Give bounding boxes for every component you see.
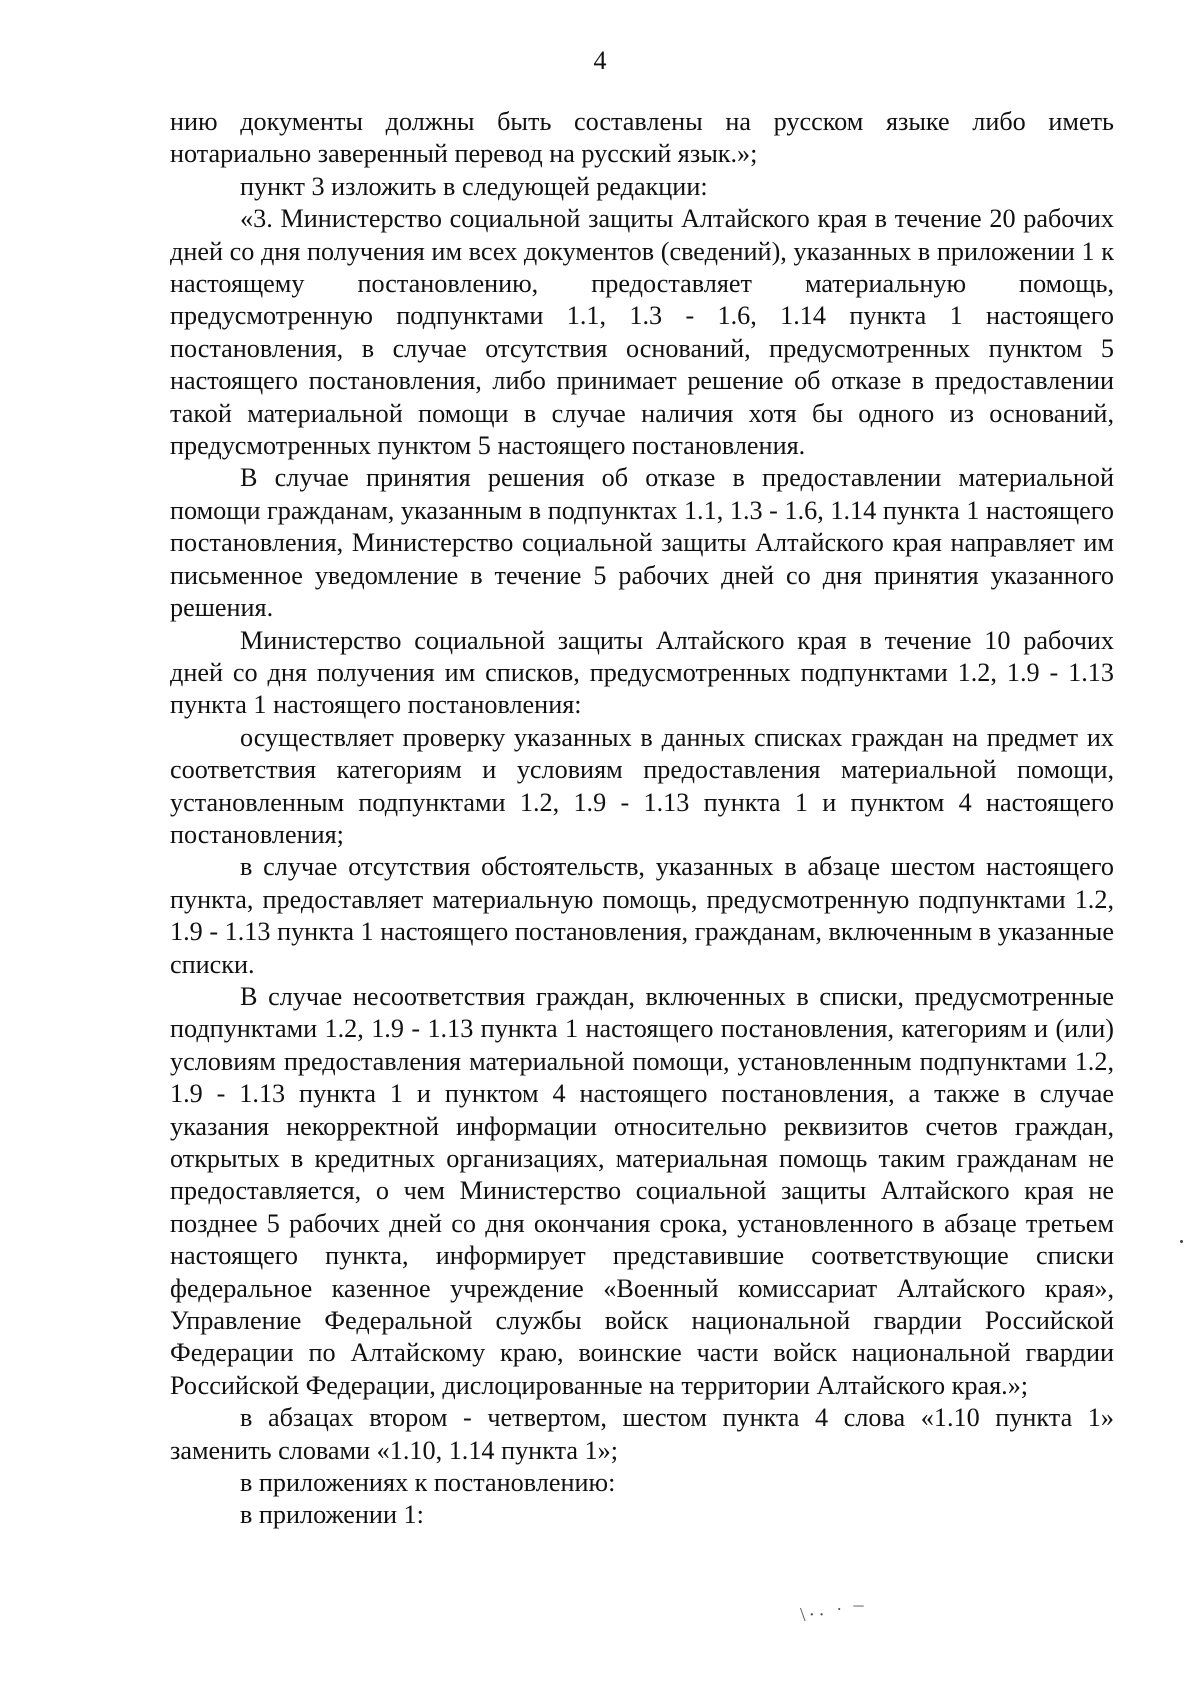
paragraph-appendix-1: в приложении 1: bbox=[240, 1500, 424, 1530]
paragraph-appendices: в приложениях к постановлению: bbox=[240, 1468, 616, 1498]
page-number: 4 bbox=[593, 46, 607, 75]
paragraph-point-3-text: «3. Министерство социальной защиты Алтайского края в течение 20 рабочих дней со дня получения им всех документов (сведений), указанных в приложении 1 к настоящему постановлению, предоставляет материальную помощь, предусмотренную подпунктами 1.1, 1.3 - 1.6, 1.14 пункта 1 настоящего постановления, в случае отсутствия оснований, предусмотренных пунктом 5 настоящего постановления, либо принимает решение об отказе в предоставлении такой материальной помощи в случае наличия хотя бы одного из оснований, предусмотренных пунктом 5 настоящего постановления. bbox=[170, 204, 1114, 461]
scan-artifact-dot bbox=[1180, 1240, 1183, 1243]
paragraph-non-compliance: В случае несоответствия граждан, включенных в списки, предусмотренные подпунктами 1.2, 1.9 - 1.13 пункта 1 настоящего постановления, категориям и (или) условиям предоставления материальной помощи, установленным подпунктами 1.2, 1.9 - 1.13 пункта 1 и пунктом 4 настоящего постановления, а также в случае указания некорректной информации относительно реквизитов счетов граждан, открытых в кредитных организациях, материальная помощь таким гражданам не предоставляется, о чем Министерство социальной защиты Алтайского края не позднее 5 рабочих дней со дня окончания срока, установленного в абзаце третьем настоящего пункта, информирует представившие соответствующие списки федеральное казенное учреждение «Военный комиссариат Алтайского края», Управление Федеральной службы войск национальной гвардии Российской Федерации по Алтайскому краю, воинские части войск национальной гвардии Российской Федерации, дислоцированные на территории Алтайского края.»; bbox=[170, 981, 1114, 1400]
document-body bbox=[170, 106, 1114, 1532]
paragraph-provision: в случае отсутствия обстоятельств, указанных в абзаце шестом настоящего пункта, предоставляет материальную помощь, предусмотренную подпунктами 1.2, 1.9 - 1.13 пункта 1 настоящего постановления, гражданам, включенным в указанные списки. bbox=[170, 852, 1114, 979]
paragraph-list-review: Министерство социальной защиты Алтайского края в течение 10 рабочих дней со дня получения им списков, предусмотренных подпунктами 1.2, 1.9 - 1.13 пункта 1 настоящего постановления: bbox=[170, 625, 1114, 720]
paragraph-amendment-point-4: в абзацах втором - четвертом, шестом пункта 4 слова «1.10 пункта 1» заменить словами «1.10, 1.14 пункта 1»; bbox=[170, 1403, 1114, 1465]
paragraph-continuation: нию документы должны быть составлены на русском языке либо иметь нотариально заверенный перевод на русский язык.»; bbox=[170, 107, 1114, 169]
paragraph-amendment-point-3: пункт 3 изложить в следующей редакции: bbox=[240, 171, 708, 201]
scan-artifact-marks: \·· ˙ ¯ bbox=[800, 1604, 867, 1626]
paragraph-refusal-notice: В случае принятия решения об отказе в предоставлении материальной помощи гражданам, указанным в подпунктах 1.1, 1.3 - 1.6, 1.14 пункта 1 настоящего постановления, Министерство социальной защиты Алтайского края направляет им письменное уведомление в течение 5 рабочих дней со дня принятия указанного решения. bbox=[170, 463, 1114, 623]
paragraph-verification: осуществляет проверку указанных в данных списках граждан на предмет их соответствия категориям и условиям предоставления материальной помощи, установленным подпунктами 1.2, 1.9 - 1.13 пункта 1 и пунктом 4 настоящего постановления; bbox=[170, 722, 1114, 849]
